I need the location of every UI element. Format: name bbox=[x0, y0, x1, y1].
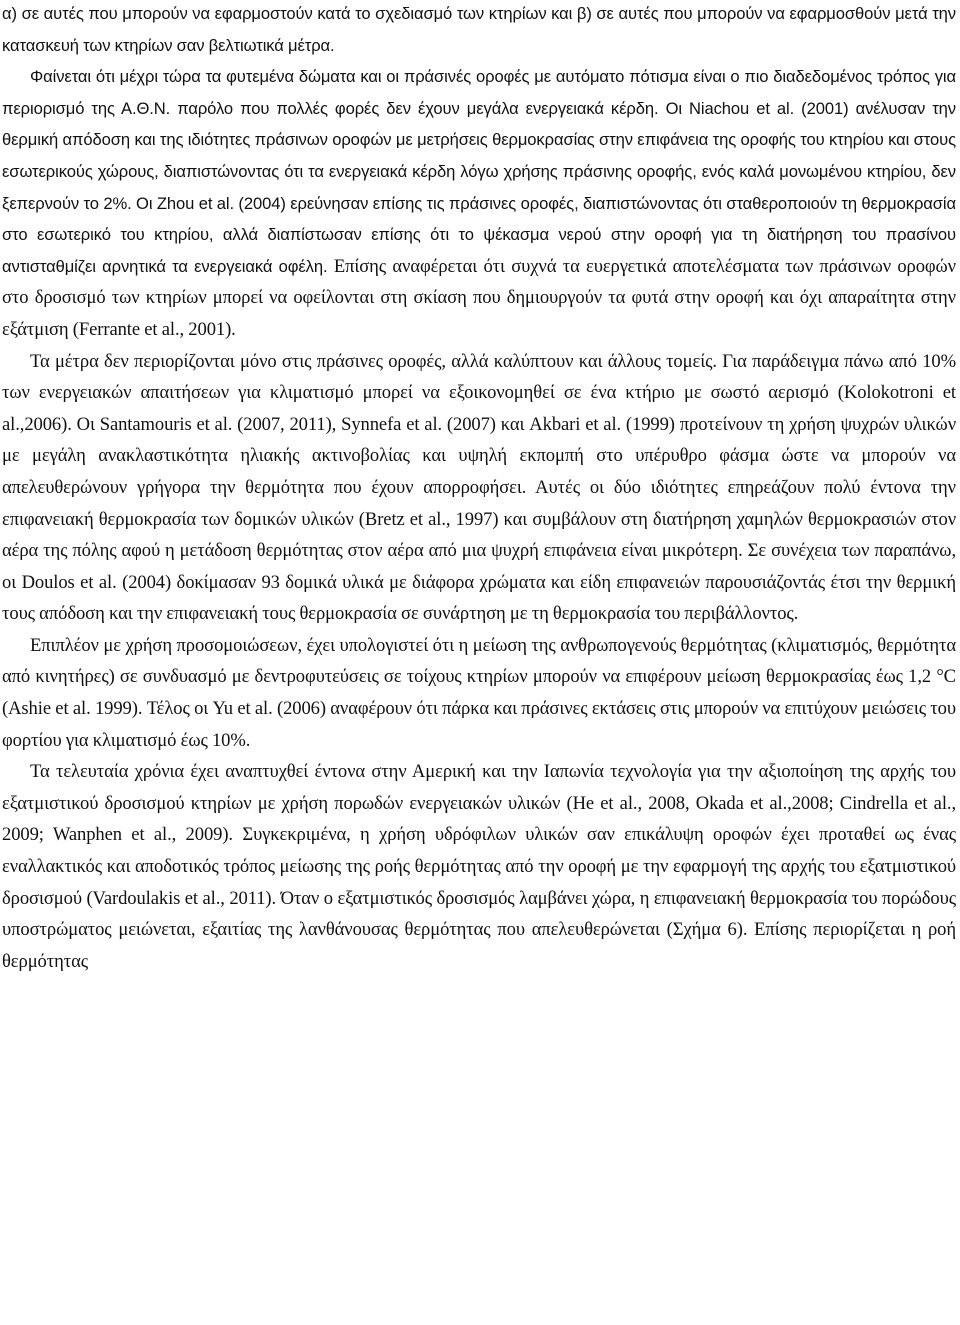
paragraph-5-text: Τα τελευταία χρόνια έχει αναπτυχθεί έντονα στην Αμερική και την Ιαπωνία τεχνολογία για την αξιοποίηση της αρχής του εξατμιστικού δροσισμού κτηρίων με χρήση πορωδών ενεργειακών υλικών (He et al., 2008, Okada et al.,2008; Cindrella et al., 2009; Wanphen et al., 2009). Συγκεκριμένα, η χρήση υδρόφιλων υλικών σαν επικάλυψη οροφών έχει προταθεί ως ένας εναλλακτικός και αποδοτικός τρόπος μείωσης της ροής θερμότητας από την οροφή με την εφαρμογή της αρχής του εξατμιστικού δροσισμού (Vardoulakis et al., 2011). Όταν ο εξατμιστικός δροσισμός λαμβάνει χώρα, η επιφανειακή θερμοκρασία του πορώδους υποστρώματος μειώνεται, εξαιτίας της λανθάνουσας θερμότητας που απελευθερώνεται (Σχήμα 6). Επίσης περιορίζεται η ροή θερμότητας bbox=[2, 761, 956, 972]
paragraph-4 bbox=[2, 630, 956, 756]
paragraph-2-text-a: Φαίνεται ότι μέχρι τώρα τα φυτεμένα δώματα και οι πράσινές οροφές με αυτόματο πότισμα είναι ο πιο διαδεδομένος τρόπος για περιορισμό της Α.Θ.Ν. παρόλο που πολλές φορές δεν έχουν μεγάλα ενεργειακά κέρδη. Οι Niachou et al. (2001) ανέλυσαν την θερμική απόδοση και της ιδιότητες πράσινων οροφών με μετρήσεις θερμοκρασίας στην επιφάνεια της οροφής του κτηρίου και στους εσωτερικούς χώρους, διαπιστώνοντας ότι τα ενεργειακά κέρδη λόγω χρήσης πράσινης οροφής, ενός καλά μονωμένου κτηρίου, δεν ξεπερνούν το 2%. Οι Zhou et al. (2004) ερεύνησαν επίσης τις πράσινες οροφές, διαπιστώνοντας ότι σταθεροποιούν τη θερμοκρασία στο εσωτερικό του κτηρίου, αλλά διαπίστωσαν επίσης ότι το ψέκασμα νερού στην οροφή για τη διατήρηση του πρασίνου αντισταθμίζει αρνητικά τα ενεργειακά οφέλη. bbox=[2, 67, 956, 276]
paragraph-3-text: Τα μέτρα δεν περιορίζονται μόνο στις πράσινες οροφές, αλλά καλύπτουν και άλλους τομείς. Για παράδειγμα πάνω από 10% των ενεργειακών απαιτήσεων για κλιματισμό μπορεί να εξοικονομηθεί σε ένα κτήριο με σωστό αερισμό (Kolokotroni et al.,2006). Οι Santamouris et al. (2007, 2011), Synnefa et al. (2007) και Akbari et al. (1999) προτείνουν τη χρήση ψυχρών υλικών με μεγάλη ανακλαστικότητα ηλιακής ακτινοβολίας και υψηλή εκπομπή στο υπέρυθρο φάσμα ώστε να μπορούν να απελευθερώνουν γρήγορα την θερμότητα που έχουν απορροφήσει. Αυτές οι δύο ιδιότητες επηρεάζουν πολύ έντονα την επιφανειακή θερμοκρασία των δομικών υλικών (Bretz et al., 1997) και συμβάλουν στη διατήρηση χαμηλών θερμοκρασιών στον αέρα της πόλης αφού η μετάδοση θερμότητας στον αέρα από μια ψυχρή επιφάνεια είναι μικρότερη. Σε συνέχεια των παραπάνω, οι Doulos et al. (2004) δοκίμασαν 93 δομικά υλικά με διάφορα χρώματα και είδη επιφανειών παρουσιάζοντάς έτσι την θερμική τους απόδοση και την επιφανειακή τους θερμοκρασία σε συνάρτηση με τη θερμοκρασία του περιβάλλοντος. bbox=[2, 350, 956, 625]
paragraph-4-text: Επιπλέον με χρήση προσομοιώσεων, έχει υπολογιστεί ότι η μείωση της ανθρωπογενούς θερμότητας (κλιματισμός, θερμότητα από κινητήρες) σε συνδυασμό με δεντροφυτεύσεις σε τοίχους κτηρίων μπορούν να επιφέρουν μείωση θερμοκρασίας έως 1,2 °C (Ashie et al. 1999). Τέλος οι Yu et al. (2006) αναφέρουν ότι πάρκα και πράσινες εκτάσεις στις μπορούν να επιτύχουν μειώσεις του φορτίου για κλιματισμό έως 10%. bbox=[2, 634, 956, 751]
paragraph-1 bbox=[2, 0, 956, 61]
paragraph-1-text: α) σε αυτές που μπορούν να εφαρμοστούν κατά το σχεδιασμό των κτηρίων και β) σε αυτές που μπορούν να εφαρμοσθούν μετά την κατασκευή των κτηρίων σαν βελτιωτικά μέτρα. bbox=[2, 4, 956, 55]
paragraph-5 bbox=[2, 756, 956, 977]
paragraph-3 bbox=[2, 346, 956, 630]
paragraph-2-text-b: Επίσης αναφέρεται ότι συχνά τα ευεργετικά αποτελέσματα των πράσινων οροφών στο δροσισμό των κτηρίων μπορεί να οφείλονται στη σκίαση που δημιουργούν τα φυτά στην οροφή και όχι απαραίτητα στην εξάτμιση (Ferrante et al., 2001). bbox=[2, 255, 956, 340]
paragraph-2 bbox=[2, 61, 956, 345]
